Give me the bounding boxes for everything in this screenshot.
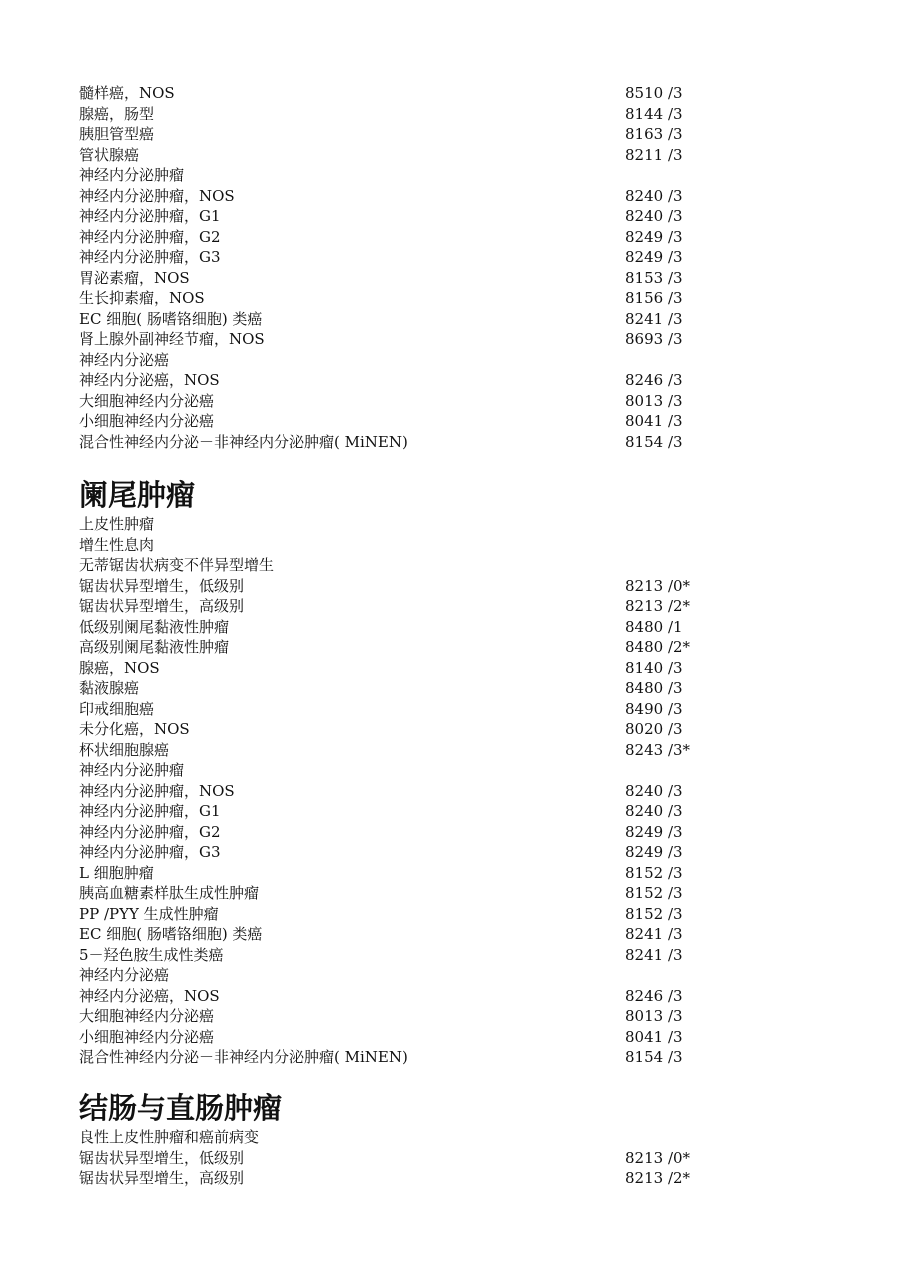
icd-o-code: 8213 /0*	[625, 576, 691, 595]
icd-o-code: 8249 /3	[625, 843, 683, 861]
tumor-term: 大细胞神经内分泌癌	[79, 1007, 215, 1025]
icd-o-code: 8243 /3*	[625, 740, 691, 759]
tumor-term: 神经内分泌肿瘤，G3	[79, 248, 221, 266]
table-row	[79, 904, 839, 925]
tumor-term: 神经内分泌肿瘤，NOS	[79, 781, 235, 800]
table-row	[79, 227, 839, 248]
icd-o-code: 8249 /3	[625, 227, 683, 246]
tumor-term: 神经内分泌肿瘤	[79, 166, 185, 184]
table-row	[79, 801, 839, 822]
tumor-term: 锯齿状异型增生，高级别	[79, 1169, 245, 1187]
tumor-term: 神经内分泌肿瘤，G3	[79, 843, 221, 861]
table-row	[79, 658, 839, 679]
tumor-term: 混合性神经内分泌－非神经内分泌肿瘤( MiNEN)	[79, 432, 408, 451]
icd-o-code: 8140 /3	[625, 658, 683, 677]
table-row	[79, 186, 839, 207]
tumor-term: 大细胞神经内分泌癌	[79, 391, 215, 410]
icd-o-code: 8013 /3	[625, 1007, 683, 1025]
tumor-term: 肾上腺外副神经节瘤，NOS	[79, 330, 265, 348]
tumor-term: 低级别阑尾黏液性肿瘤	[79, 617, 230, 636]
table-row	[79, 781, 839, 802]
table-row	[79, 822, 839, 843]
icd-o-code: 8163 /3	[625, 125, 683, 143]
tumor-term: 高级别阑尾黏液性肿瘤	[79, 638, 230, 656]
section-appendix-tumors	[79, 476, 839, 1068]
icd-o-code: 8041 /3	[625, 1027, 683, 1046]
icd-o-code: 8246 /3	[625, 371, 683, 389]
tumor-term: 腺癌，NOS	[79, 658, 160, 677]
icd-o-code: 8213 /0*	[625, 1148, 691, 1167]
table-row	[79, 1006, 839, 1027]
table-row	[79, 432, 839, 453]
table-row	[79, 268, 839, 289]
section-title: 阑尾肿瘤	[79, 478, 196, 512]
icd-o-code: 8041 /3	[625, 412, 683, 430]
icd-o-code: 8213 /2*	[625, 597, 691, 615]
icd-o-code: 8152 /3	[625, 863, 683, 882]
table-row	[79, 288, 839, 309]
tumor-term: 胰胆管型癌	[79, 125, 155, 143]
table-row	[79, 760, 839, 781]
tumor-term: EC 细胞( 肠嗜铬细胞) 类癌	[79, 925, 263, 943]
table-row	[79, 863, 839, 884]
table-row	[79, 699, 839, 720]
table-row	[79, 104, 839, 125]
table-row	[79, 945, 839, 966]
table-row	[79, 883, 839, 904]
tumor-term: 胰高血糖素样肽生成性肿瘤	[79, 884, 260, 902]
icd-o-code: 8480 /3	[625, 679, 683, 697]
icd-o-code: 8154 /3	[625, 432, 683, 451]
icd-o-code: 8246 /3	[625, 986, 683, 1005]
table-row	[79, 391, 839, 412]
tumor-term: 髓样癌，NOS	[79, 84, 175, 102]
tumor-term: 神经内分泌肿瘤，G2	[79, 227, 221, 246]
table-row	[79, 145, 839, 166]
table-row	[79, 309, 839, 330]
icd-o-code: 8213 /2*	[625, 1169, 691, 1187]
tumor-term: 锯齿状异型增生，低级别	[79, 1148, 245, 1167]
table-row	[79, 617, 839, 638]
table-row	[79, 370, 839, 391]
table-row	[79, 535, 839, 556]
icd-o-code: 8240 /3	[625, 781, 683, 800]
tumor-term: 混合性神经内分泌－非神经内分泌肿瘤( MiNEN)	[79, 1048, 408, 1066]
tumor-term: 神经内分泌肿瘤，NOS	[79, 186, 235, 205]
table-row	[79, 514, 839, 535]
table-row	[79, 350, 839, 371]
table-row	[79, 1027, 839, 1048]
tumor-term: 上皮性肿瘤	[79, 515, 155, 533]
tumor-term: 5－羟色胺生成性类癌	[79, 945, 224, 964]
icd-o-code: 8241 /3	[625, 945, 683, 964]
table-row	[79, 83, 839, 104]
table-row	[79, 247, 839, 268]
tumor-term: 增生性息肉	[79, 535, 155, 554]
table-row	[79, 576, 839, 597]
table-row	[79, 124, 839, 145]
tumor-term: 锯齿状异型增生，低级别	[79, 576, 245, 595]
tumor-term: 未分化癌，NOS	[79, 720, 190, 738]
tumor-term: 神经内分泌肿瘤，G1	[79, 207, 221, 225]
tumor-term: EC 细胞( 肠嗜铬细胞) 类癌	[79, 309, 263, 328]
tumor-term: 神经内分泌癌	[79, 966, 170, 984]
table-row	[79, 206, 839, 227]
icd-o-code: 8152 /3	[625, 904, 683, 923]
section-continued	[79, 83, 839, 452]
icd-o-code: 8241 /3	[625, 925, 683, 943]
table-row	[79, 596, 839, 617]
table-row	[79, 678, 839, 699]
table-row	[79, 165, 839, 186]
tumor-term: 胃泌素瘤，NOS	[79, 268, 190, 287]
tumor-term: 神经内分泌肿瘤，G1	[79, 802, 221, 820]
icd-o-code: 8510 /3	[625, 84, 683, 102]
table-row	[79, 637, 839, 658]
icd-o-code: 8020 /3	[625, 720, 683, 738]
tumor-term: 生长抑素瘤，NOS	[79, 289, 205, 307]
table-row	[79, 965, 839, 986]
table-row	[79, 555, 839, 576]
table-row	[79, 924, 839, 945]
table-row	[79, 740, 839, 761]
table-row	[79, 719, 839, 740]
icd-o-code: 8249 /3	[625, 248, 683, 266]
icd-o-code: 8152 /3	[625, 884, 683, 902]
icd-o-code: 8693 /3	[625, 330, 683, 348]
icd-o-code: 8490 /3	[625, 699, 683, 718]
table-row	[79, 1168, 839, 1189]
icd-o-code: 8241 /3	[625, 309, 683, 328]
tumor-term: 良性上皮性肿瘤和癌前病变	[79, 1128, 260, 1146]
tumor-term: 神经内分泌癌	[79, 350, 170, 369]
table-row	[79, 411, 839, 432]
tumor-term: 无蒂锯齿状病变不伴异型增生	[79, 556, 275, 574]
section-title: 结肠与直肠肿瘤	[79, 1091, 283, 1125]
tumor-term: PP /PYY 生成性肿瘤	[79, 904, 219, 923]
icd-o-code: 8154 /3	[625, 1048, 683, 1066]
icd-o-code: 8156 /3	[625, 289, 683, 307]
icd-o-code: 8240 /3	[625, 207, 683, 225]
icd-o-code: 8480 /1	[625, 617, 683, 636]
tumor-term: 黏液腺癌	[79, 679, 140, 697]
icd-o-code: 8153 /3	[625, 268, 683, 287]
tumor-term: 神经内分泌肿瘤	[79, 761, 185, 779]
tumor-term: 杯状细胞腺癌	[79, 740, 170, 759]
table-row	[79, 986, 839, 1007]
tumor-term: 印戒细胞癌	[79, 699, 155, 718]
icd-o-code: 8480 /2*	[625, 638, 691, 656]
icd-o-code: 8249 /3	[625, 822, 683, 841]
icd-o-code: 8240 /3	[625, 802, 683, 820]
tumor-term: 神经内分泌癌，NOS	[79, 986, 220, 1005]
tumor-term: 小细胞神经内分泌癌	[79, 412, 215, 430]
tumor-term: L 细胞肿瘤	[79, 863, 154, 882]
icd-o-code: 8211 /3	[625, 145, 683, 164]
tumor-term: 小细胞神经内分泌癌	[79, 1027, 215, 1046]
icd-o-code: 8240 /3	[625, 186, 683, 205]
tumor-term: 神经内分泌癌，NOS	[79, 371, 220, 389]
tumor-term: 神经内分泌肿瘤，G2	[79, 822, 221, 841]
table-row	[79, 1127, 839, 1148]
icd-o-code: 8144 /3	[625, 104, 683, 123]
tumor-term: 腺癌，肠型	[79, 104, 155, 123]
tumor-term: 管状腺癌	[79, 145, 140, 164]
table-row	[79, 1148, 839, 1169]
table-row	[79, 842, 839, 863]
table-row	[79, 329, 839, 350]
table-row	[79, 1047, 839, 1068]
section-colorectal-tumors	[79, 1089, 839, 1189]
icd-o-code: 8013 /3	[625, 391, 683, 410]
tumor-term: 锯齿状异型增生，高级别	[79, 597, 245, 615]
